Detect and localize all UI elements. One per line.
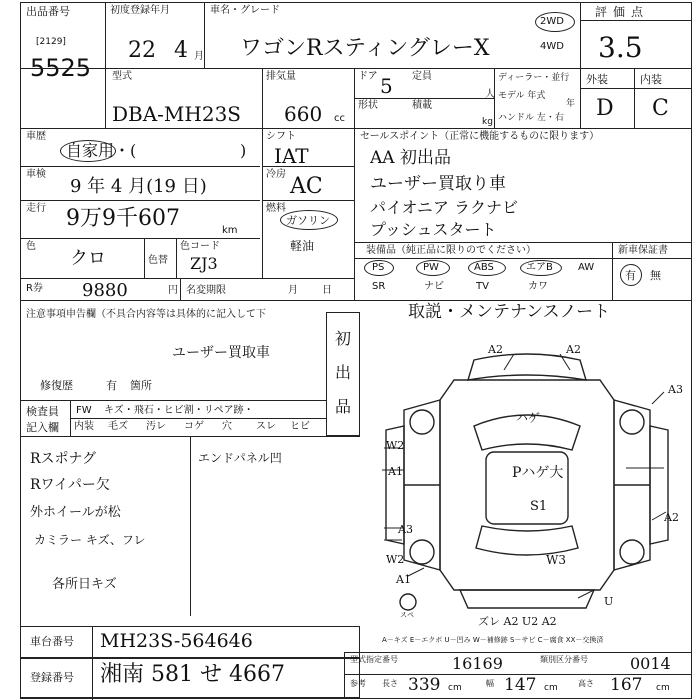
handwritten-note: Rワイパー欠 — [30, 477, 110, 493]
handwritten-note: エンドパネル凹 — [198, 451, 282, 465]
recycle-label: R券 — [26, 283, 43, 294]
equip-sr: SR — [372, 281, 386, 292]
chassis-label: 車台番号 — [30, 635, 74, 648]
inspector-interior: 内装 — [74, 421, 94, 432]
notes-text: ユーザー買取車 — [172, 345, 270, 361]
height-unit: cm — [656, 683, 670, 693]
lot-sub: [2129] — [36, 37, 66, 47]
model-name: ワゴンRスティングレーX — [240, 36, 490, 61]
diagram-annotation: A2 — [488, 343, 503, 356]
history-value: 自家用・( — [66, 141, 137, 160]
divider — [20, 166, 260, 167]
reg-month: 4 — [174, 38, 188, 63]
length-unit: cm — [448, 683, 462, 693]
exterior-label: 外装 — [586, 73, 608, 86]
chassis-value: MH23S-564646 — [100, 630, 253, 652]
shift-label: シフト — [266, 131, 296, 142]
type-value: DBA-MH23S — [112, 102, 242, 126]
inspector-item: 汚レ — [146, 421, 166, 432]
car-damage-diagram — [364, 340, 690, 630]
divider — [20, 278, 354, 279]
load-unit: kg — [482, 117, 493, 127]
sales-point-1: AA 初出品 — [370, 148, 451, 168]
equip-navi: ナビ — [424, 281, 444, 292]
diagram-annotation: U — [604, 595, 614, 608]
diagram-annotation: W2 — [386, 439, 405, 452]
divider — [20, 68, 580, 69]
drive-2wd: 2WD — [540, 16, 564, 27]
handwritten-note: 外ホイールが松 — [30, 505, 121, 520]
first-listing-text: 初出品 — [335, 329, 352, 416]
diagram-annotation: A2 — [566, 343, 581, 356]
fuel-value: ガソリン — [286, 214, 330, 227]
type-cert-value: 16169 — [452, 654, 503, 673]
divider — [20, 200, 260, 201]
equip-aw: AW — [578, 262, 595, 273]
divider — [20, 400, 326, 401]
color-code-label: 色コード — [180, 241, 220, 252]
divider — [580, 20, 692, 21]
width-unit: cm — [544, 683, 558, 693]
divider — [354, 98, 494, 99]
divider — [262, 128, 263, 278]
divider — [204, 2, 205, 68]
divider — [190, 436, 191, 616]
inspector-item: スレ — [256, 421, 276, 432]
extra-note: 取説・メンテナンスノート — [408, 302, 611, 322]
model-label: 車名・グレード — [210, 5, 280, 16]
equip-airbag: エアB — [526, 262, 553, 273]
handwritten-note: Rスポナグ — [30, 451, 96, 467]
divider — [354, 242, 692, 243]
title-change-day: 日 — [322, 285, 332, 296]
divider — [262, 200, 354, 201]
height-value: 167 — [610, 675, 643, 695]
grade-label: 評価点 — [595, 5, 650, 19]
handle-label: ハンドル 左・右 — [498, 113, 564, 123]
reg-year: 22 — [128, 38, 156, 63]
divider — [262, 68, 263, 128]
notes-label: 注意事項申告欄（不具合内容等は具体的に記入して下 — [26, 309, 266, 320]
inspection-value: 9 年 4 月(19 日) — [70, 176, 207, 197]
divider — [354, 128, 355, 300]
diagram-annotation: Pハゲ大 — [512, 465, 564, 481]
ref-label: 参考 — [350, 679, 366, 688]
width-label: 幅 — [486, 679, 494, 688]
inspector-label-1: 検査員 — [26, 405, 59, 418]
doors-label: ドア — [358, 71, 378, 82]
divider — [494, 68, 495, 128]
displacement-value: 660 — [284, 102, 323, 126]
shift-value: IAT — [274, 144, 309, 168]
displacement-label: 排気量 — [266, 71, 296, 82]
sales-point-4: プッシュスタート — [370, 220, 497, 239]
inspector-item: コゲ — [184, 421, 204, 432]
equip-ps: PS — [372, 262, 385, 273]
interior-label: 内装 — [640, 73, 662, 86]
damage-legend: A－キズ E－エクボ U－凹み W－補修跡 S－サビ C－腐食 XX－交換済 — [382, 636, 604, 644]
plate-value: 湘南 581 せ 4667 — [100, 662, 285, 687]
fuel-alt: 軽油 — [290, 239, 315, 253]
doors-value: 5 — [380, 74, 393, 98]
load-label: 積載 — [412, 100, 432, 111]
lot-number: 5525 — [30, 54, 92, 82]
recycle-unit: 円 — [168, 285, 178, 296]
reg-year-label: 初度登録年月 — [110, 5, 170, 16]
capacity-unit: 人 — [485, 89, 495, 100]
divider — [70, 418, 326, 419]
color-label: 色 — [26, 241, 36, 252]
repair-label: 修復歴 — [40, 379, 73, 392]
exterior-value: D — [596, 96, 614, 121]
height-label: 高さ — [578, 679, 594, 688]
repair-unit: 箇所 — [130, 379, 152, 392]
category-label: 類別区分番号 — [540, 655, 588, 664]
category-value: 0014 — [630, 654, 671, 673]
length-value: 339 — [408, 675, 441, 695]
length-label: 長さ — [382, 679, 398, 688]
divider — [144, 238, 145, 278]
displacement-unit: cc — [334, 113, 345, 124]
handwritten-note: カミラー キズ、フレ — [34, 533, 146, 547]
divider — [580, 68, 692, 69]
diagram-annotation: S1 — [530, 499, 548, 514]
year-unit: 年 — [566, 99, 576, 109]
inspection-label: 車検 — [26, 169, 46, 180]
inspector-item: ヒビ — [290, 421, 310, 432]
sales-point-3: パイオニア ラクナビ — [370, 198, 518, 217]
diagram-annotation: A3 — [668, 383, 683, 396]
color-value: クロ — [70, 248, 106, 269]
reg-month-unit: 月 — [194, 51, 204, 62]
diagram-annotation: ハゲ — [516, 411, 541, 425]
sales-points-label: セールスポイント（正常に機能するものに限ります） — [360, 131, 600, 142]
ac-value: AC — [290, 174, 323, 199]
divider — [262, 166, 354, 167]
divider — [354, 300, 692, 301]
diagram-annotation: A3 — [398, 523, 413, 536]
divider — [612, 242, 613, 300]
shape-label: 形状 — [358, 100, 378, 111]
diagram-annotation: A1 — [396, 573, 411, 586]
lot-label: 出品番号 — [26, 5, 70, 18]
diagram-annotation: W2 — [386, 553, 405, 566]
fw-label: FW — [76, 405, 92, 416]
divider — [20, 300, 354, 301]
divider — [180, 278, 181, 300]
mileage-unit: km — [222, 225, 238, 236]
history-close: ) — [240, 141, 247, 160]
diagram-annotation: A1 — [388, 465, 403, 478]
mileage-label: 走行 — [26, 203, 46, 214]
sales-point-2: ユーザー買取り車 — [370, 174, 506, 194]
color-code: ZJ3 — [190, 254, 218, 273]
equip-pw: PW — [423, 262, 439, 273]
mileage-value: 9万9千607 — [66, 206, 180, 231]
fuel-label: 燃料 — [266, 203, 286, 214]
spare-label: スペ — [400, 611, 414, 619]
drive-4wd: 4WD — [540, 41, 564, 52]
new-warranty-label: 新車保証書 — [618, 245, 668, 256]
equip-leather: カワ — [528, 281, 548, 292]
history-label: 車歴 — [26, 131, 46, 142]
type-label: 型式 — [112, 71, 132, 82]
ac-label: 冷房 — [266, 169, 286, 180]
dealer-label: ディーラー・並行 — [498, 73, 570, 83]
divider — [105, 2, 106, 128]
divider — [20, 238, 260, 239]
warranty-yes: 有 — [625, 269, 636, 282]
diagram-annotation: ズレ A2 U2 A2 — [478, 615, 557, 628]
inspector-label-2: 記入欄 — [26, 421, 59, 434]
title-change-label: 名変期限 — [186, 285, 226, 296]
divider — [176, 238, 177, 278]
equip-abs: ABS — [474, 262, 494, 273]
equipment-label: 装備品（純正品に限りのでください） — [366, 245, 536, 256]
equip-tv: TV — [476, 281, 489, 292]
capacity-label: 定員 — [412, 71, 432, 82]
recycle-value: 9880 — [82, 280, 128, 301]
divider — [20, 128, 692, 129]
plate-label: 登録番号 — [30, 671, 74, 684]
color-sub: 色替 — [148, 255, 168, 266]
inspector-item: 穴 — [222, 421, 232, 432]
grade-value: 3.5 — [598, 31, 643, 64]
divider — [634, 68, 635, 128]
interior-value: C — [652, 96, 669, 121]
diagram-annotation: W3 — [546, 553, 566, 567]
divider — [580, 88, 692, 89]
width-value: 147 — [504, 675, 537, 695]
handwritten-note: 各所日キズ — [52, 577, 117, 592]
inspector-item: 毛ズ — [108, 421, 128, 432]
repair-value: 有 — [106, 379, 117, 392]
diagram-annotation: A2 — [664, 511, 679, 524]
type-cert-label: 型式指定番号 — [350, 655, 398, 664]
title-change-unit: 月 — [288, 285, 298, 296]
model-year-label: モデル 年式 — [498, 91, 546, 101]
warranty-no: 無 — [650, 269, 661, 282]
divider — [354, 258, 692, 259]
inspector-header: キズ・飛石・ヒビ割・リペア跡・ — [104, 405, 254, 416]
